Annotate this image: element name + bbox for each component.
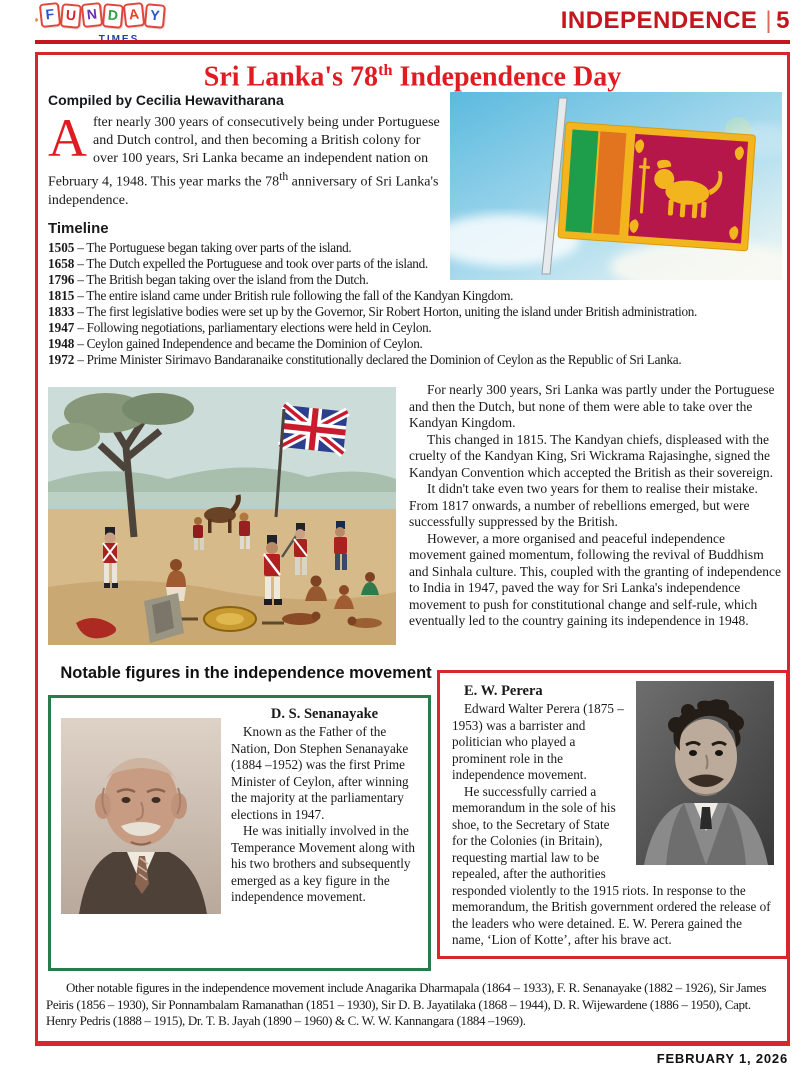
logo-letter: F <box>39 2 61 28</box>
timeline-entry: 1658 – The Dutch expelled the Portuguese and took over parts of the island. <box>48 255 428 271</box>
timeline-entry: 1505 – The Portuguese began taking over parts of the island. <box>48 239 352 255</box>
drop-cap: A <box>48 108 87 168</box>
timeline-entry: 1833 – The first legislative bodies were set up by the Governor, Sir Robert Horton, uniting the island under British administration. <box>48 303 698 319</box>
section-header <box>561 7 790 35</box>
timeline-heading: Timeline <box>48 219 109 237</box>
senanayake-box <box>48 695 431 971</box>
timeline-entry: 1815 – The entire island came under British rule following the fall of the Kandyan Kingdom. <box>48 287 514 303</box>
perera-portrait <box>636 681 774 865</box>
history-section <box>48 382 782 649</box>
byline: Compiled by Cecilia Hewavitharana <box>48 92 284 108</box>
notable-figures-heading: Notable figures in the independence movement <box>60 664 432 682</box>
other-figures-note: Other notable figures in the independence movement include Anagarika Dharmapala (1864 – 1933), F. R. Senanayake (1882 – 1926), Sir James Peiris (1856 – 1930), Sir Ponnambalam Ramanathan (1851 – 1930), Sir D. B. Jayatilaka (1868 – 1944), D. R. Wijewardene (1886 – 1950), Capt. Henry Pedris (1888 – 1915), Dr. T. B. Jayah (1890 – 1960) & C. W. W. Kannangara (1884 –1969). <box>46 980 767 1028</box>
perera-name: E. W. Perera <box>464 683 543 699</box>
article-frame <box>35 52 790 1046</box>
funday-times-logo <box>35 3 165 41</box>
logo-letter: U <box>60 3 82 29</box>
page-number-divider: | <box>765 7 773 34</box>
timeline-entry: 1948 – Ceylon gained Independence and became the Dominion of Ceylon. <box>48 335 423 351</box>
intro-section <box>48 92 782 368</box>
logo-letter: A <box>123 2 145 28</box>
history-paragraph: However, a more organised and peaceful independence movement gained momentum, following the revival of Buddhism and Sinhala culture. This, coupled with the granting of independence to India in 1947, paved the way for Sri Lanka's independence movement to push for constitutional change and self-rule, which eventually led to the country gaining its independence in 1948. <box>409 530 782 628</box>
logo-letter: Y <box>144 3 166 29</box>
senanayake-bio-paragraph: He was initially involved in the Temperance Movement along with his two brothers and subsequently emerged as a key figure in the independence movement. <box>231 823 416 904</box>
history-paragraph: This changed in 1815. The Kandyan chiefs, displeased with the cruelty of the Kandyan King, Sri Wickrama Rajasinghe, signed the Kandyan Convention which accepted the British as their sovereign. <box>409 431 774 480</box>
page-number: 5 <box>776 7 790 34</box>
perera-box <box>437 670 789 959</box>
history-paragraph: For nearly 300 years, Sri Lanka was partly under the Portuguese and then the Dutch, but none of them were able to take over the Kandyan Kingdom. <box>409 382 775 430</box>
senanayake-name: D. S. Senanayake <box>270 706 379 722</box>
timeline-entry: 1796 – The British began taking over the island from the Dutch. <box>48 271 369 287</box>
timeline-entry: 1972 – Prime Minister Sirimavo Bandaranaike constitutionally declared the Dominion of Ceylon as the Republic of Sri Lanka. <box>48 351 682 367</box>
issue-date: FEBRUARY 1, 2026 <box>656 1051 788 1066</box>
header-rule <box>35 40 790 44</box>
perera-bio-paragraph: He successfully carried a memorandum in the sole of his shoe, to the Secretary of State for the Colonies (in Britain), requesting martial law to be repealed, after the authorities responded violently to the 1915 riots. In response to the memorandum, the British government ordered the release of the leaders who were detained. E. W. Perera gained the name, ‘Lion of Kotte’, after his brave act. <box>452 783 771 947</box>
senanayake-portrait <box>61 718 221 914</box>
timeline-entry: 1947 – Following negotiations, parliamentary elections were held in Ceylon. <box>48 319 432 335</box>
history-paragraph: It didn't take even two years for them to realise their mistake. From 1817 onwards, a number of rebellions emerged, but were successfully suppressed by the British. <box>409 481 758 529</box>
section-label: INDEPENDENCE <box>560 7 758 34</box>
page-title: Sri Lanka's 78th Independence Day <box>203 61 622 93</box>
perera-bio-paragraph: Edward Walter Perera (1875 – 1953) was a barrister and politician who played a prominent role in the independence movement. <box>452 701 624 782</box>
intro-paragraph: After nearly 300 years of consecutively being under Portuguese and Dutch control, and then becoming a British colony for over 100 years, Sri Lanka became an independent nation on February 4, 1948. This year marks the 78th anniversary of Sri Lanka's independence. <box>48 108 440 208</box>
logo-letter: N <box>81 2 103 28</box>
logo-letter: D <box>102 3 124 29</box>
mascot-icon <box>35 5 38 35</box>
senanayake-bio-paragraph: Known as the Father of the Nation, Don Stephen Senanayake (1884 –1952) was the first Prime Minister of Ceylon, after winning the majority at the parliamentary elections in 1947. <box>231 724 409 822</box>
logo-word-funday <box>40 3 165 27</box>
kandyan-battle-painting <box>48 387 396 645</box>
sri-lanka-flag-photo <box>450 92 782 280</box>
